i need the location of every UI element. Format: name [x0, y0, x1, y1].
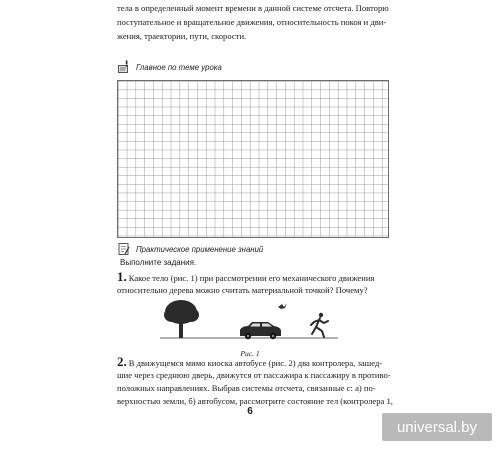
intro-line-2: поступательное и вращательное движения, относительность покоя и дви-	[117, 17, 387, 27]
intro-line-1: тела в определенный момент времени в данной системе отсчета. Повторю	[117, 3, 389, 13]
section-practice-label: Практическое применение знаний	[136, 244, 264, 254]
section-main-topic	[117, 60, 222, 74]
task1-line-2: относительно дерева можно считать материальной точкой? Почему?	[117, 285, 368, 295]
section-main-label: Главное по теме урока	[136, 62, 222, 72]
watermark-badge: universal.by	[382, 413, 492, 441]
task2-number: 2.	[117, 354, 127, 369]
answer-grid[interactable]	[117, 80, 389, 238]
section-practice	[117, 242, 263, 256]
figure-1	[160, 295, 340, 345]
tree-icon	[164, 300, 199, 338]
task2-line-4: верхностью земли, б) автобусом, рассмотрите состояние тел (контролера 1,	[117, 396, 393, 406]
task2-line-2: шие через среднюю дверь, движутся от пассажира к пассажиру в противо-	[117, 370, 391, 380]
instruction-text: Выполните задания.	[120, 258, 197, 267]
task1-text-1: Какое тело (рис. 1) при рассмотрении его механического движения	[128, 273, 375, 283]
task1-line-1	[117, 271, 389, 284]
running-man-icon	[311, 313, 328, 337]
notebook-pencil-icon	[117, 242, 131, 256]
figure-1-caption: Рис. 1	[240, 349, 260, 358]
task1-number: 1.	[117, 269, 127, 284]
task2-line-1	[117, 356, 389, 369]
page-number: 6	[247, 406, 253, 417]
clipboard-exclamation-icon	[117, 60, 131, 74]
task2-text-1: В движущемся мимо киоска автобусе (рис. 2) два контролера, зашед-	[128, 358, 383, 368]
intro-line-3: жения, траектории, пути, скорости.	[117, 31, 247, 41]
car-icon	[240, 322, 281, 339]
bird-icon	[278, 303, 287, 309]
task2-line-3: положных направлениях. Выбрав системы отсчета, связанные с: а) по-	[117, 383, 376, 393]
